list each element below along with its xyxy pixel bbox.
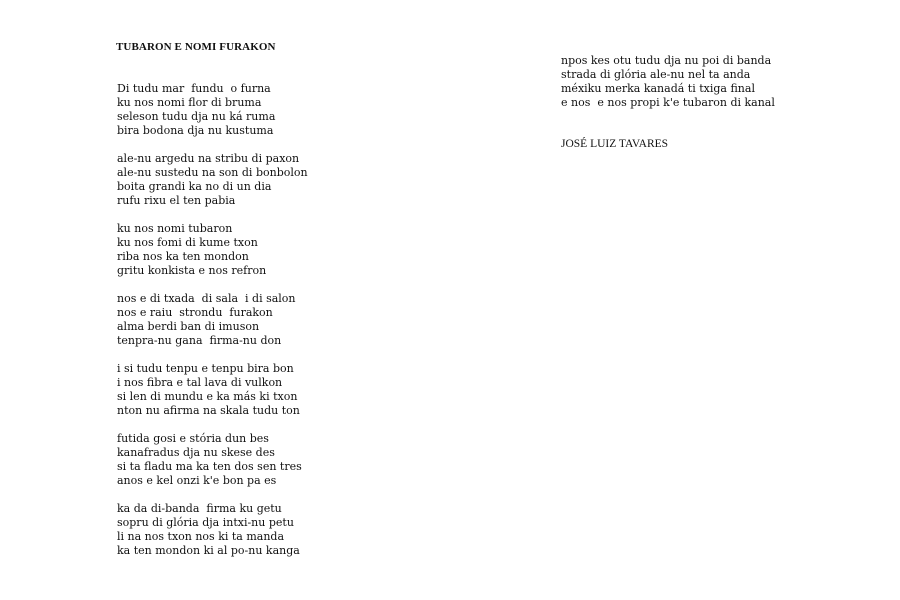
poem-line: riba nos ka ten mondon xyxy=(117,250,249,263)
poem-line: ka da di-banda firma ku getu xyxy=(117,502,282,515)
poem-line: ku nos fomi di kume txon xyxy=(117,236,258,249)
poem-line: nos e di txada di sala i di salon xyxy=(117,292,296,305)
poem-right-column xyxy=(561,54,775,124)
poem-line: strada di glória ale-nu nel ta anda xyxy=(561,68,751,81)
poem-line: ale-nu sustedu na son di bonbolon xyxy=(117,166,308,179)
poem-line: ka ten mondon ki al po-nu kanga xyxy=(117,544,300,557)
poem-line: tenpra-nu gana firma-nu don xyxy=(117,334,282,347)
stanza xyxy=(117,502,308,558)
stanza xyxy=(117,152,308,208)
poem-line: e nos e nos propi k'e tubaron di kanal xyxy=(561,96,775,109)
poem-line: gritu konkista e nos refron xyxy=(117,264,267,277)
poem-line: i si tudu tenpu e tenpu bira bon xyxy=(117,362,294,375)
poem-line: Di tudu mar fundu o furna xyxy=(117,82,271,95)
poem-line: boita grandi ka no di un dia xyxy=(117,180,272,193)
poem-line: npos kes otu tudu dja nu poi di banda xyxy=(561,54,772,67)
stanza xyxy=(117,432,308,488)
poem-line: li na nos txon nos ki ta manda xyxy=(117,530,285,543)
stanza xyxy=(117,222,308,278)
poem-line: sopru di glória dja intxi-nu petu xyxy=(117,516,294,529)
poem-line: alma berdi ban di imuson xyxy=(117,320,260,333)
stanza xyxy=(117,292,308,348)
poem-line: bira bodona dja nu kustuma xyxy=(117,124,274,137)
poem-line: i nos fibra e tal lava di vulkon xyxy=(117,376,283,389)
poem-line: rufu rixu el ten pabia xyxy=(117,194,236,207)
poem-title: TUBARON E NOMI FURAKON xyxy=(116,41,276,53)
poem-line: nos e raiu strondu furakon xyxy=(117,306,273,319)
poem-line: anos e kel onzi k'e bon pa es xyxy=(117,474,277,487)
poem-line: si ta fladu ma ka ten dos sen tres xyxy=(117,460,302,473)
poem-line: ku nos nomi flor di bruma xyxy=(117,96,262,109)
poem-line: futida gosi e stória dun bes xyxy=(117,432,269,445)
author-name: JOSÉ LUIZ TAVARES xyxy=(561,138,669,150)
poem-line: si len di mundu e ka más ki txon xyxy=(117,390,298,403)
poem-line: ale-nu argedu na stribu di paxon xyxy=(117,152,300,165)
poem-line: méxiku merka kanadá ti txiga final xyxy=(561,82,755,95)
poem-line: kanafradus dja nu skese des xyxy=(117,446,275,459)
poem-line: nton nu afirma na skala tudu ton xyxy=(117,404,300,417)
poem-line: ku nos nomi tubaron xyxy=(117,222,233,235)
stanza xyxy=(561,54,775,110)
poem-line: seleson tudu dja nu ká ruma xyxy=(117,110,276,123)
stanza xyxy=(117,362,308,418)
poem-left-column xyxy=(117,82,308,572)
stanza xyxy=(117,82,308,138)
